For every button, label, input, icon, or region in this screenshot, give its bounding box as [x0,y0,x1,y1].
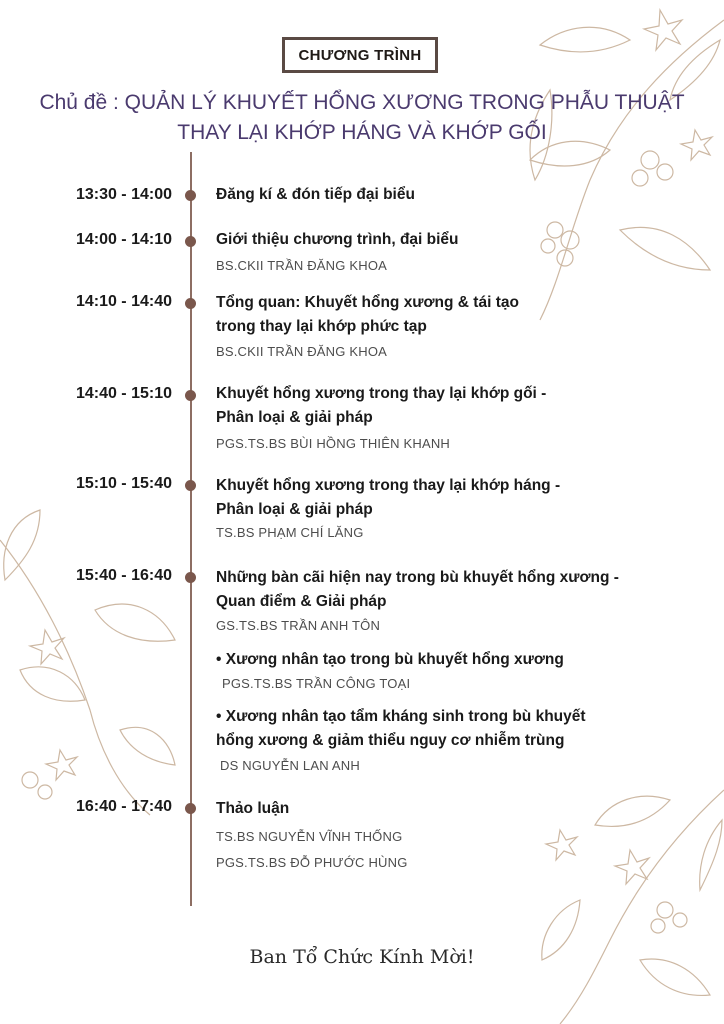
agenda-title: Phân loại & giải pháp [216,409,373,426]
floral-decoration-top-right [470,0,724,330]
agenda-subtopic-title: hổng xương & giảm thiểu nguy cơ nhiễm trùng [216,732,565,749]
agenda-title: Khuyết hổng xương trong thay lại khớp háng - [216,477,561,494]
timeline-dot [185,190,196,201]
agenda-speaker: PGS.TS.BS BÙI HỒNG THIÊN KHANH [216,436,451,451]
agenda-subtopic-title: • Xương nhân tạo tẩm kháng sinh trong bù khuyết [216,708,586,725]
timeline-dot [185,236,196,247]
agenda-time: 16:40 - 17:40 [75,798,172,815]
timeline-dot [185,298,196,309]
agenda-speaker: PGS.TS.BS ĐỖ PHƯỚC HÙNG [216,855,408,870]
agenda-title: Tổng quan: Khuyết hổng xương & tái tạo [216,294,519,311]
agenda-subtopic-speaker: PGS.TS.BS TRẦN CÔNG TOẠI [222,676,411,691]
agenda-time: 14:10 - 14:40 [75,293,172,310]
agenda-title: Quan điểm & Giải pháp [216,593,387,610]
timeline-dot [185,803,196,814]
agenda-subtopic-speaker: DS NGUYỄN LAN ANH [220,758,360,773]
agenda-speaker: BS.CKII TRẦN ĐĂNG KHOA [216,344,388,359]
closing-invitation: Ban Tổ Chức Kính Mời! [249,946,475,968]
theme-title-line-1: Chủ đề : QUẢN LÝ KHUYẾT HỔNG XƯƠNG TRONG PHẪU THUẬT [39,91,685,114]
agenda-time: 14:00 - 14:10 [75,231,172,248]
agenda-title: Phân loại & giải pháp [216,501,373,518]
timeline-dot [185,572,196,583]
agenda-title: Thảo luận [216,800,290,817]
agenda-subtopic-title: • Xương nhân tạo trong bù khuyết hổng xương [216,651,564,668]
agenda-speaker: GS.TS.BS TRẦN ANH TÔN [216,618,381,633]
agenda-speaker: TS.BS NGUYỄN VĨNH THỐNG [216,829,403,844]
agenda-speaker: BS.CKII TRẦN ĐĂNG KHOA [216,258,388,273]
agenda-time: 15:10 - 15:40 [75,475,172,492]
agenda-title: trong thay lại khớp phức tạp [216,318,427,335]
agenda-time: 15:40 - 16:40 [75,567,172,584]
agenda-title: Khuyết hổng xương trong thay lại khớp gối - [216,385,547,402]
agenda-title: Đăng kí & đón tiếp đại biểu [216,186,415,203]
program-badge: CHƯƠNG TRÌNH [282,37,438,73]
agenda-speaker: TS.BS PHẠM CHÍ LĂNG [216,525,364,540]
agenda-time: 14:40 - 15:10 [75,385,172,402]
agenda-title: Giới thiệu chương trình, đại biểu [216,231,459,248]
timeline-line [190,152,192,906]
floral-decoration-bottom-right [500,760,724,1024]
floral-decoration-left [0,500,180,820]
theme-title-line-2: THAY LẠI KHỚP HÁNG VÀ KHỚP GỐI [177,121,547,144]
agenda-time: 13:30 - 14:00 [75,186,172,203]
timeline-dot [185,390,196,401]
agenda-title: Những bàn cãi hiện nay trong bù khuyết hổng xương - [216,569,619,586]
timeline-dot [185,480,196,491]
